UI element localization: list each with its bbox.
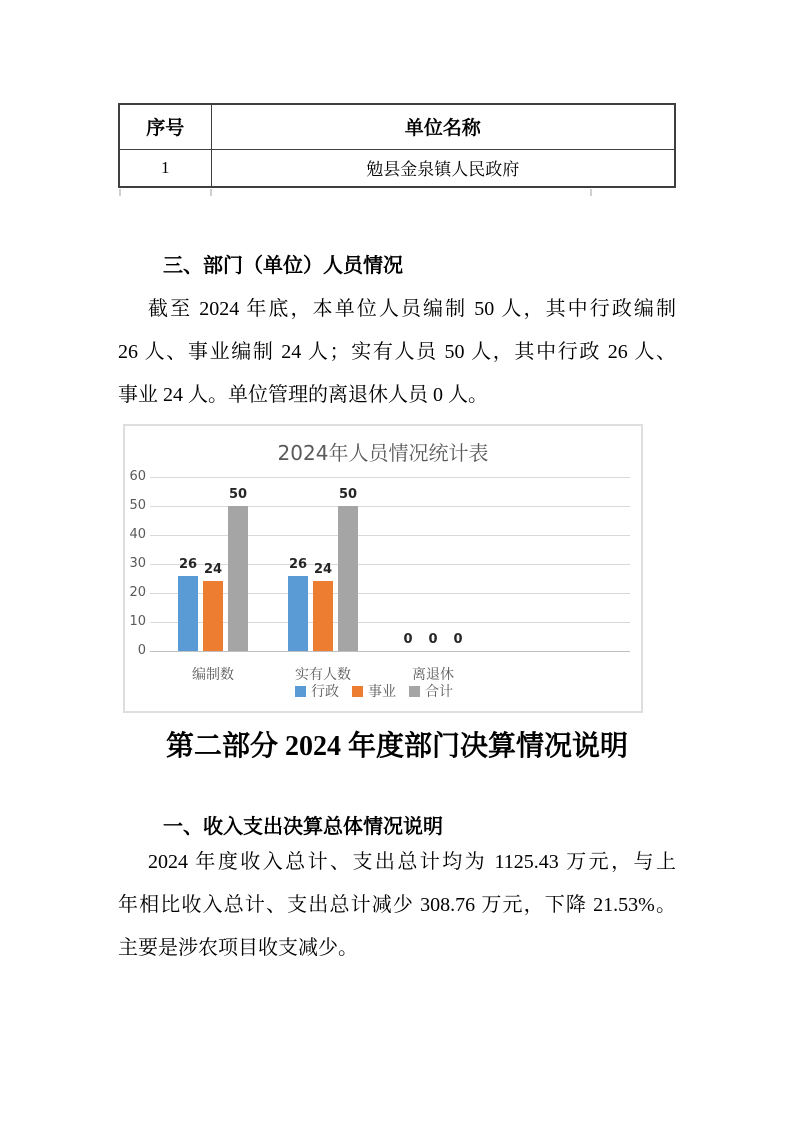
personnel-paragraph (118, 288, 676, 417)
legend-item (295, 681, 339, 701)
data-label: 0 (453, 632, 463, 647)
category-label: 离退休 (412, 667, 454, 683)
header-cell-unit-name: 单位名称 (211, 104, 675, 149)
paragraph-line: 2024 年度收入总计、支出总计均为 1125.43 万元，与上 (148, 851, 676, 873)
legend-item (409, 681, 453, 701)
unit-table (118, 103, 676, 188)
cell-unit-name: 勉县金泉镇人民政府 (211, 149, 675, 187)
y-axis-tick-label: 10 (129, 614, 146, 629)
data-label: 26 (288, 557, 308, 572)
y-axis-tick-label: 40 (129, 527, 146, 542)
gridline (150, 535, 630, 536)
paragraph-line: 年相比收入总计、支出总计减少 308.76 万元，下降 21.53%。 (118, 894, 676, 916)
table-continuation-stub (590, 189, 592, 196)
y-axis-tick-label: 20 (129, 585, 146, 600)
category-label: 编制数 (192, 667, 234, 683)
paragraph-line: 26 人、事业编制 24 人；实有人员 50 人，其中行政 26 人、 (118, 341, 676, 363)
bar-合计-编制数 (228, 506, 248, 651)
table-continuation-stub (210, 189, 212, 196)
data-label: 0 (403, 632, 413, 647)
paragraph-line: 事业 24 人。单位管理的离退休人员 0 人。 (118, 384, 488, 406)
gridline (150, 506, 630, 507)
legend-label: 事业 (368, 684, 396, 700)
paragraph-line: 主要是涉农项目收支减少。 (118, 937, 358, 959)
bar-事业-实有人数 (313, 581, 333, 651)
cell-index: 1 (119, 149, 211, 187)
legend-label: 行政 (311, 684, 339, 700)
personnel-section-heading: 三、部门（单位）人员情况 (163, 255, 403, 277)
part2-title: 第二部分 2024 年度部门决算情况说明 (165, 731, 628, 762)
y-axis-tick-label: 0 (137, 643, 146, 658)
unit-table-body (119, 149, 675, 187)
table-row (119, 149, 675, 187)
income-paragraph (118, 841, 676, 970)
bar-合计-实有人数 (338, 506, 358, 651)
data-label: 26 (178, 557, 198, 572)
table-continuation-stub (119, 189, 121, 196)
x-axis-line (150, 651, 630, 652)
legend-item (352, 681, 396, 701)
paragraph-line: 截至 2024 年底，本单位人员编制 50 人，其中行政编制 (148, 298, 676, 320)
data-label: 50 (228, 487, 248, 502)
legend-swatch-icon (295, 686, 306, 697)
data-label: 0 (428, 632, 438, 647)
legend-swatch-icon (409, 686, 420, 697)
y-axis-tick-label: 50 (129, 498, 146, 513)
y-axis-tick-label: 30 (129, 556, 146, 571)
header-cell-index: 序号 (119, 104, 211, 149)
bar-行政-编制数 (178, 576, 198, 651)
data-label: 50 (338, 487, 358, 502)
income-section-heading: 一、收入支出决算总体情况说明 (163, 816, 443, 838)
chart-title: 2024年人员情况统计表 (277, 441, 489, 465)
chart-plot (125, 426, 641, 711)
category-label: 实有人数 (295, 667, 351, 683)
data-label: 24 (313, 562, 333, 577)
table-header-row (119, 104, 675, 149)
gridline (150, 477, 630, 478)
personnel-bar-chart (123, 424, 643, 713)
bar-行政-实有人数 (288, 576, 308, 651)
data-label: 24 (203, 562, 223, 577)
chart-legend (125, 681, 623, 701)
y-axis-tick-label: 60 (129, 469, 146, 484)
legend-label: 合计 (425, 684, 453, 700)
bar-事业-编制数 (203, 581, 223, 651)
legend-swatch-icon (352, 686, 363, 697)
